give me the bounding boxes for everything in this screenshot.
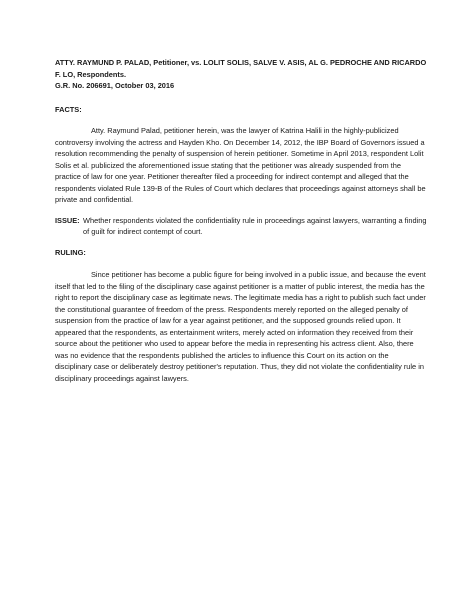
- facts-heading: FACTS:: [55, 104, 82, 114]
- issue-text: Whether respondents violated the confidentiality rule in proceedings against lawyers, warranting a finding of guilt for indirect contempt of court.: [83, 215, 427, 236]
- issue-section: [55, 215, 427, 238]
- case-title: ATTY. RAYMUND P. PALAD, Petitioner, vs. LOLIT SOLIS, SALVE V. ASIS, AL G. PEDROCHE AND RICARDO F. LO, Respondents.: [55, 58, 427, 79]
- document-body: [55, 57, 427, 384]
- case-reference: G.R. No. 206691, October 03, 2016: [55, 81, 175, 90]
- issue-label: ISSUE:: [55, 215, 80, 225]
- ruling-heading: RULING:: [55, 247, 86, 257]
- ruling-paragraph: Since petitioner has become a public figure for being involved in a public issue, and because the event itself that led to the filing of the disciplinary case against petitioner is a matter of public interest, the media has the right to report the disciplinary case as legitimate news. The legitimate media has a right to publish such fact under the constitutional guarantee of freedom of the press. Respondents merely reported on the alleged penalty of suspension from the practice of law for a year against petitioner, and the supposed grounds relied upon. It appeared that the respondents, as entertainment writers, merely acted on information they received from their source about the petitioner who used to appear before the media in representing his actress client. Also, there was no evidence that the respondents published the articles to influence this Court on its action on the disciplinary case or deliberately destroy petitioner's reputation. Thus, they did not violate the confidentiality rule in disciplinary proceedings against lawyers.: [55, 270, 426, 383]
- facts-paragraph: Atty. Raymund Palad, petitioner herein, was the lawyer of Katrina Halili in the highly-publicized controversy involving the actress and Hayden Kho. On December 14, 2012, the IBP Board of Governors issued a resolution recommending the penalty of suspension of herein petitioner. Sometime in April 2013, respondent Lolit Solis et al. publicized the aforementioned issue stating that the petitioner was already suspended from the practice of law for one year. Petitioner thereafter filed a proceeding for indirect contempt and alleged that the respondents violated Rule 139-B of the Rules of Court which declares that proceedings against attorneys shall be private and confidential.: [55, 126, 426, 204]
